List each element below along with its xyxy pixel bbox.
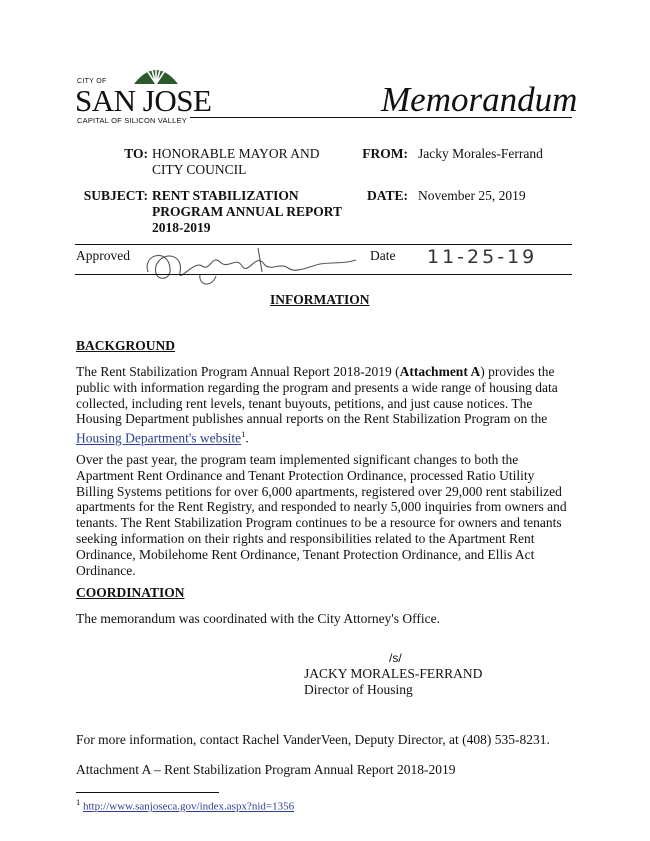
date-label: DATE: (366, 188, 408, 203)
logo-name: SAN JOSE (75, 83, 212, 118)
subject-label: SUBJECT: (83, 188, 148, 203)
background-paragraph-1 (76, 364, 574, 446)
subject-line3: 2018-2019 (152, 220, 211, 235)
background-paragraph-2: Over the past year, the program team implemented significant changes to both the Apartment Rent Ordinance and Tenant Protection Ordinance, processed Ratio Utility Billing Systems petitions for over 6,000 apartments, registered over 29,000 rent stabilized apartments for the Rent Registry, and responded to nearly 5,000 inquiries from owners and tenants. The Rent Stabilization Program continues to be a resource for owners and tenants seeking information on their rights and responsibilities related to the Apartment Rent Ordinance, Mobilehome Rent Ordinance, Tenant Protection Ordinance, and Ellis Act Ordinance. (76, 452, 567, 578)
city-logo-icon (130, 58, 182, 86)
signer-title: Director of Housing (304, 682, 413, 697)
signer-name: JACKY MORALES-FERRAND (304, 666, 483, 681)
footnote-number: 1 (76, 797, 81, 807)
logo-tagline: CAPITAL OF SILICON VALLEY (77, 116, 187, 125)
contact-info: For more information, contact Rachel VanderVeen, Deputy Director, at (408) 535-8231. (76, 732, 550, 747)
signature-mark: /s/ (389, 651, 402, 665)
attachment-ref: Attachment A (399, 364, 481, 379)
memo-title: Memorandum (381, 80, 578, 119)
approved-date-label: Date (370, 248, 396, 263)
from-label: FROM: (362, 146, 408, 161)
attachment-line: Attachment A – Rent Stabilization Program Annual Report 2018-2019 (76, 762, 456, 777)
from-value: Jacky Morales-Ferrand (418, 146, 543, 161)
approver-signature-icon (140, 242, 360, 292)
footnote-ref: 1 (241, 429, 246, 440)
to-value-line1: HONORABLE MAYOR AND (152, 146, 320, 161)
information-heading: INFORMATION (270, 292, 370, 307)
subject-line2: PROGRAM ANNUAL REPORT (152, 204, 343, 219)
background-heading: BACKGROUND (76, 338, 176, 353)
footnote (76, 797, 294, 813)
coordination-text: The memorandum was coordinated with the City Attorney's Office. (76, 611, 440, 626)
footnote-url-link[interactable]: http://www.sanjoseca.gov/index.aspx?nid=1356 (83, 800, 295, 813)
housing-website-link[interactable]: Housing Department's website (76, 430, 242, 446)
approved-bottom-rule (75, 274, 572, 275)
bg-p1-end: . (245, 430, 249, 446)
subject-line1: RENT STABILIZATION (152, 188, 299, 203)
bg-p1-text-2: ) provides the public with information regarding the program and presents a wide range of housing data collected, including rent levels, tenant buyouts, petitions, and just cause notices. The Housing Department publishes annual reports on the Rent Stabilization Program on the (76, 364, 558, 427)
bg-p1-text: The Rent Stabilization Program Annual Report 2018-2019 ( (76, 364, 400, 379)
coordination-heading: COORDINATION (76, 585, 185, 600)
footnote-rule (76, 792, 219, 793)
logo-city-text: CITY OF (77, 78, 107, 85)
approved-label: Approved (76, 248, 130, 263)
to-value-line2: CITY COUNCIL (152, 162, 247, 177)
date-value: November 25, 2019 (418, 188, 526, 203)
to-label: TO: (124, 146, 148, 161)
approved-date-value: 11-25-19 (427, 246, 538, 268)
